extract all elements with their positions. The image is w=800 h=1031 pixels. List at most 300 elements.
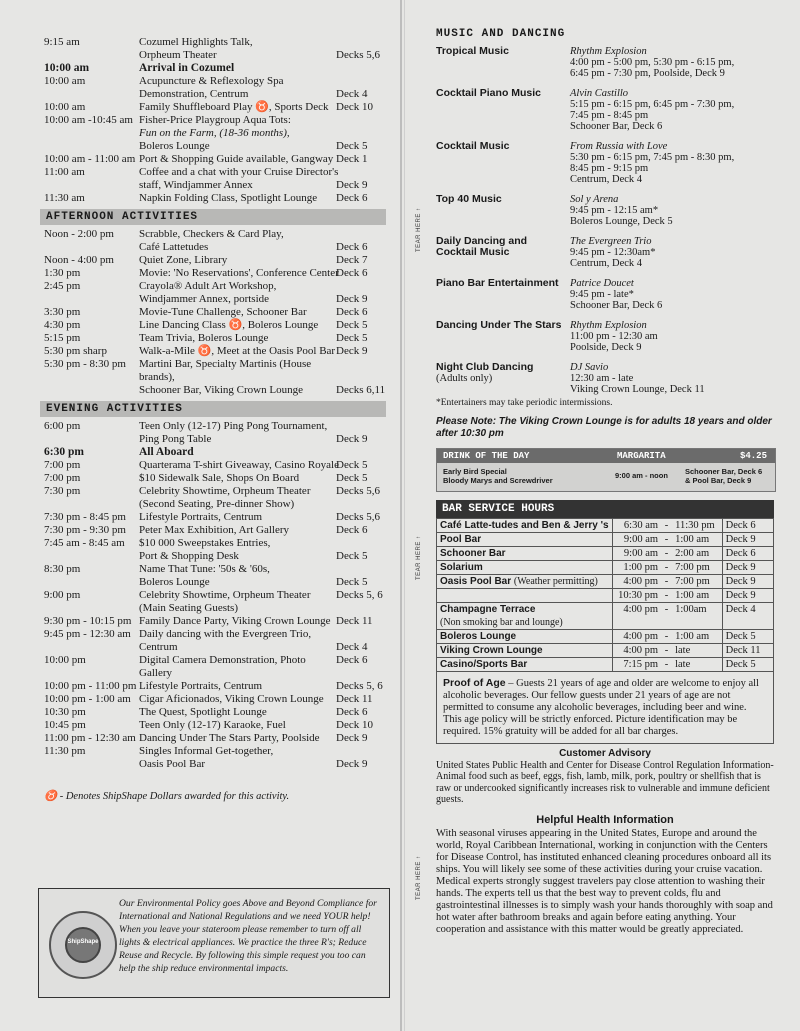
activity-event: Boleros Lounge	[139, 140, 210, 152]
bar-close-time: 7:00 pm	[672, 575, 722, 589]
activity-row	[44, 384, 394, 397]
bar-name	[437, 630, 613, 644]
activity-deck: Deck 6	[336, 192, 368, 204]
activity-time: Noon - 2:00 pm	[44, 228, 114, 240]
music-details	[570, 88, 774, 132]
activity-deck: Decks 5,6	[336, 485, 380, 497]
activity-time: 7:00 pm	[44, 472, 81, 484]
activity-deck: Deck 1	[336, 153, 368, 165]
activity-event: Demonstration, Centrum	[139, 88, 249, 100]
activity-time: 8:30 pm	[44, 563, 81, 575]
performance-time: 9:45 pm - 12:15 am*	[570, 205, 659, 216]
activity-time: 7:45 am - 8:45 am	[44, 537, 125, 549]
activity-row	[44, 306, 394, 319]
bar-name	[437, 533, 613, 547]
bar-close-time: 2:00 am	[672, 547, 722, 561]
proof-label: Proof of Age	[443, 677, 506, 689]
performer-name: Rhythm Explosion	[570, 46, 647, 57]
activity-row	[44, 433, 394, 446]
music-category	[436, 362, 566, 384]
activity-deck: Deck 6	[336, 706, 368, 718]
tear-here-label: TEAR HERE ↑	[416, 535, 422, 580]
music-row	[436, 236, 774, 269]
bar-name	[437, 547, 613, 561]
music-category-label: Daily Dancing and Cocktail Music	[436, 235, 528, 258]
performance-time: 7:45 pm - 8:45 pm	[570, 110, 649, 121]
activity-row	[44, 537, 394, 550]
bar-name-label: Pool Bar	[440, 534, 482, 545]
bar-note: (Weather permitting)	[513, 576, 598, 587]
activity-row	[44, 280, 394, 293]
activity-time: 10:00 am	[44, 75, 86, 87]
activity-time: 10:00 pm - 1:00 am	[44, 693, 131, 705]
activity-row	[44, 241, 394, 254]
tear-here-label: TEAR HERE ↑	[416, 855, 422, 900]
time-separator: -	[661, 644, 672, 658]
music-details	[570, 278, 774, 311]
activity-row	[44, 88, 394, 101]
activity-row	[44, 485, 394, 498]
bar-row	[437, 658, 774, 672]
health-title: Helpful Health Information	[536, 813, 674, 826]
activity-event: Lifestyle Portraits, Centrum	[139, 511, 263, 523]
drink-label: DRINK OF THE DAY	[443, 451, 530, 461]
activity-event: Family Shuffleboard Play ♉, Sports Deck	[139, 101, 329, 113]
music-category	[436, 141, 566, 152]
activity-time: 9:45 pm - 12:30 am	[44, 628, 131, 640]
activity-row	[44, 602, 394, 615]
performance-time: Centrum, Deck 4	[570, 174, 643, 185]
bar-name	[437, 589, 613, 603]
activity-row	[44, 628, 394, 641]
activity-time: 2:45 pm	[44, 280, 81, 292]
bar-name-label: Solarium	[440, 562, 483, 573]
activity-event: Port & Shopping Desk	[139, 550, 239, 562]
activity-event: (Main Seating Guests)	[139, 602, 238, 614]
activity-row	[44, 62, 394, 75]
time-separator: -	[661, 519, 672, 533]
activity-deck: Decks 6,11	[336, 384, 386, 396]
bar-deck: Deck 5	[722, 658, 773, 672]
activity-event: Cozumel Highlights Talk,	[139, 36, 253, 48]
time-separator: -	[661, 658, 672, 672]
bar-deck: Deck 6	[722, 547, 773, 561]
activity-deck: Deck 6	[336, 267, 368, 279]
activity-deck: Deck 9	[336, 732, 368, 744]
activity-row	[44, 153, 394, 166]
music-category	[436, 88, 566, 99]
bar-row	[437, 575, 774, 589]
shipshape-logo-icon	[49, 911, 117, 979]
activity-deck: Deck 6	[336, 524, 368, 536]
tear-here-label: TEAR HERE ↑	[416, 207, 422, 252]
bar-deck: Deck 9	[722, 589, 773, 603]
performance-time: 11:00 pm - 12:30 am	[570, 331, 658, 342]
advisory-text: United States Public Health and Center for Disease Control Regulation Information- Animal food such as beef, eggs, fish, lamb, milk, pork, poultry or shellfish that is raw or undercooked significantly increases risk to vulnerable and immune deficient guests.	[436, 759, 774, 805]
bar-name-label: Oasis Pool Bar	[440, 576, 512, 587]
bar-close-time: 1:00 am	[672, 533, 722, 547]
activity-row	[44, 293, 394, 306]
performance-time: Centrum, Deck 4	[570, 258, 643, 269]
time-separator: -	[661, 589, 672, 603]
drink-header	[437, 449, 775, 463]
activity-deck: Decks 5, 6	[336, 680, 383, 692]
music-row	[436, 320, 774, 353]
bar-close-time: late	[672, 644, 722, 658]
activity-row	[44, 576, 394, 589]
activity-deck: Deck 6	[336, 241, 368, 253]
music-category-label: Piano Bar Entertainment	[436, 277, 559, 289]
bar-deck: Deck 5	[722, 630, 773, 644]
activity-time: 6:00 pm	[44, 420, 81, 432]
activity-deck: Deck 6	[336, 654, 368, 666]
activity-event: Peter Max Exhibition, Art Gallery	[139, 524, 289, 536]
special-loc: Schooner Bar, Deck 6	[685, 467, 763, 476]
activity-time: 7:30 pm - 9:30 pm	[44, 524, 126, 536]
music-list	[436, 46, 774, 395]
activity-time: 6:30 pm	[44, 446, 84, 458]
bar-name-label: Boleros Lounge	[440, 631, 517, 642]
performer-name: The Evergreen Trio	[570, 236, 652, 247]
bar-deck: Deck 9	[722, 561, 773, 575]
time-separator: -	[661, 603, 672, 630]
activity-row	[44, 706, 394, 719]
bar-row	[437, 603, 774, 630]
performance-time: Schooner Bar, Deck 6	[570, 300, 663, 311]
bar-row	[437, 533, 774, 547]
bar-name	[437, 561, 613, 575]
activity-row	[44, 420, 394, 433]
activity-deck: Deck 10	[336, 719, 373, 731]
bar-open-time: 10:30 pm	[612, 589, 661, 603]
activity-time: 5:30 pm sharp	[44, 345, 107, 357]
activity-row	[44, 75, 394, 88]
activity-row	[44, 758, 394, 771]
activity-time: 10:00 am	[44, 62, 90, 74]
activity-row	[44, 332, 394, 345]
music-category	[436, 236, 566, 258]
activity-deck: Deck 11	[336, 615, 373, 627]
music-header: MUSIC AND DANCING	[436, 28, 566, 40]
bar-name-label: Champagne Terrace	[440, 604, 536, 615]
activity-row	[44, 589, 394, 602]
activity-event: Teen Only (12-17) Karaoke, Fuel	[139, 719, 286, 731]
activity-time: Noon - 4:00 pm	[44, 254, 114, 266]
activity-event: Name That Tune: '50s & '60s,	[139, 563, 270, 575]
music-category-sub: (Adults only)	[436, 373, 493, 384]
bar-hours-header: BAR SERVICE HOURS	[436, 500, 774, 518]
activity-time: 9:30 pm - 10:15 pm	[44, 615, 132, 627]
activity-event: Quarterama T-shirt Giveaway, Casino Royale	[139, 459, 339, 471]
bar-row	[437, 561, 774, 575]
performance-time: 4:00 pm - 5:00 pm, 5:30 pm - 6:15 pm,	[570, 57, 735, 68]
bar-deck: Deck 9	[722, 533, 773, 547]
activity-row	[44, 732, 394, 745]
activity-time: 10:00 am	[44, 101, 86, 113]
activity-time: 11:00 am	[44, 166, 85, 178]
activity-time: 7:30 pm - 8:45 pm	[44, 511, 126, 523]
activity-event: Daily dancing with the Evergreen Trio,	[139, 628, 312, 640]
evening-header: EVENING ACTIVITIES	[40, 401, 386, 417]
music-details	[570, 141, 774, 185]
activity-event: Team Trivia, Boleros Lounge	[139, 332, 269, 344]
health-text: With seasonal viruses appearing in the United States, Europe and around the world, Royal Caribbean International, working in conjunction with the Centers for Disease Control, has instituted enhanced cleaning procedures onboard all its ships. You will likely see some of these activities during your cruise vacation. Medical experts strongly suggest travelers pay close attention to washing their hands. The experts tell us that the best way to prevent colds, flu and gastrointestinal illnesses is to simply wash your hands thoroughly with soap and hot water after bathroom breaks and again before eating anything. Your cooperation and assistance with this matter would be greatly appreciated.	[436, 827, 773, 935]
activity-deck: Deck 10	[336, 101, 373, 113]
activity-row	[44, 127, 394, 140]
activity-event: Celebrity Showtime, Orpheum Theater	[139, 589, 311, 601]
activity-row	[44, 498, 394, 511]
special-loc2: & Pool Bar, Deck 9	[685, 476, 752, 485]
performance-time: 8:45 pm - 9:15 pm	[570, 163, 649, 174]
bar-close-time: 11:30 pm	[672, 519, 722, 533]
activity-event: Celebrity Showtime, Orpheum Theater	[139, 485, 311, 497]
activity-deck: Deck 5	[336, 550, 368, 562]
environment-box	[38, 888, 390, 998]
activity-event: Crayola® Adult Art Workshop,	[139, 280, 277, 292]
performance-time: 5:30 pm - 6:15 pm, 7:45 pm - 8:30 pm,	[570, 152, 735, 163]
activity-row	[44, 166, 394, 179]
activity-event: Dancing Under The Stars Party, Poolside	[139, 732, 320, 744]
performance-time: Viking Crown Lounge, Deck 11	[570, 384, 705, 395]
activity-deck: Deck 5	[336, 332, 368, 344]
activity-row	[44, 140, 394, 153]
bar-close-time: late	[672, 658, 722, 672]
performer-name: DJ Savio	[570, 362, 609, 373]
activity-deck: Deck 4	[336, 88, 368, 100]
activity-event: Oasis Pool Bar	[139, 758, 205, 770]
activity-event: Orpheum Theater	[139, 49, 217, 61]
activity-deck: Deck 9	[336, 179, 368, 191]
activity-event: Line Dancing Class ♉, Boleros Lounge	[139, 319, 319, 331]
activities-column	[44, 36, 394, 802]
music-details	[570, 194, 774, 227]
bar-deck: Deck 9	[722, 575, 773, 589]
early-bird-special	[437, 463, 775, 491]
activity-row	[44, 745, 394, 758]
music-details	[570, 362, 774, 395]
bar-row	[437, 630, 774, 644]
performance-time: 9:45 pm - 12:30am*	[570, 247, 656, 258]
activity-deck: Deck 5	[336, 472, 368, 484]
special-title: Early Bird Special	[443, 467, 507, 476]
activity-event: Teen Only (12-17) Ping Pong Tournament,	[139, 420, 328, 432]
activity-deck: Deck 5	[336, 140, 368, 152]
proof-text: – Guests 21 years of age and older are welcome to enjoy all alcoholic beverages. Our fellow guests under 21 years of age are not permitted to consume any alcoholic beverages, including beer and wine. This age policy will be strictly enforced. Picture identification may be required. 15% gratuity will be added for all bar charges.	[443, 678, 759, 737]
activity-time: 4:30 pm	[44, 319, 81, 331]
bar-row	[437, 547, 774, 561]
activity-row	[44, 319, 394, 332]
bar-deck: Deck 6	[722, 519, 773, 533]
music-category	[436, 194, 566, 205]
bar-name	[437, 575, 613, 589]
activity-deck: Deck 5	[336, 459, 368, 471]
activity-event: Singles Informal Get-together,	[139, 745, 274, 757]
activity-time: 10:00 pm - 11:00 pm	[44, 680, 137, 692]
activity-deck: Decks 5,6	[336, 49, 380, 61]
activity-event: The Quest, Spotlight Lounge	[139, 706, 267, 718]
activity-event: Walk-a-Mile ♉, Meet at the Oasis Pool Bar	[139, 345, 336, 357]
activity-event: Coffee and a chat with your Cruise Director's	[139, 166, 339, 178]
time-separator: -	[661, 547, 672, 561]
special-desc: Bloody Marys and Screwdriver	[443, 476, 553, 485]
age-note: Please Note: The Viking Crown Lounge is for adults 18 years and older after 10:30 pm	[436, 416, 772, 439]
bar-deck: Deck 4	[722, 603, 773, 630]
performer-name: Rhythm Explosion	[570, 320, 647, 331]
performance-time: 12:30 am - late	[570, 373, 634, 384]
performer-name: Alvin Castillo	[570, 88, 629, 99]
activity-event: All Aboard	[139, 446, 194, 458]
activity-event: Boleros Lounge	[139, 576, 210, 588]
customer-advisory	[436, 748, 774, 806]
logo-text: ShipShape	[67, 939, 99, 945]
activity-event: Acupuncture & Reflexology Spa	[139, 75, 284, 87]
bar-close-time: 1:00 am	[672, 630, 722, 644]
activity-deck: Deck 9	[336, 293, 368, 305]
entertainers-note: *Entertainers may take periodic intermissions.	[436, 398, 613, 408]
activity-row	[44, 101, 394, 114]
time-separator: -	[661, 575, 672, 589]
bar-open-time: 4:00 pm	[612, 603, 661, 630]
activity-row	[44, 719, 394, 732]
activity-event: Quiet Zone, Library	[139, 254, 228, 266]
bar-open-time: 1:00 pm	[612, 561, 661, 575]
activity-event: Digital Camera Demonstration, Photo Gallery	[139, 654, 306, 679]
activity-deck: Deck 9	[336, 758, 368, 770]
activity-event: Scrabble, Checkers & Card Play,	[139, 228, 284, 240]
performer-name: Sol y Arena	[570, 194, 619, 205]
bar-close-time: 1:00 am	[672, 589, 722, 603]
activity-row	[44, 472, 394, 485]
activity-event: Movie-Tune Challenge, Schooner Bar	[139, 306, 307, 318]
activity-event: Schooner Bar, Viking Crown Lounge	[139, 384, 303, 396]
activity-row	[44, 228, 394, 241]
health-info	[436, 814, 774, 936]
bar-deck: Deck 11	[722, 644, 773, 658]
activity-time: 11:30 am	[44, 192, 85, 204]
performance-time: 6:45 pm - 7:30 pm, Poolside, Deck 9	[570, 68, 725, 79]
evening-activities	[44, 420, 394, 771]
activity-time: 9:00 pm	[44, 589, 81, 601]
environment-text: Our Environmental Policy goes Above and Beyond Compliance for International and National Regulations and we need YOUR help! When you leave your stateroom please remember to turn off all lights & electrical appliances. We practice the three R's; Reduce Reuse and Recycle. By following this simple request you too can help the ship reduce environmental impacts.	[119, 898, 377, 974]
shipshape-note: ♉ - Denotes ShipShape Dollars awarded for this activity.	[44, 791, 290, 802]
info-column	[436, 28, 774, 936]
activity-time: 11:00 pm - 12:30 am	[44, 732, 136, 744]
activity-row	[44, 446, 394, 459]
music-category-label: Night Club Dancing	[436, 361, 534, 373]
performance-time: Boleros Lounge, Deck 5	[570, 216, 673, 227]
bar-row	[437, 644, 774, 658]
activity-time: 5:30 pm - 8:30 pm	[44, 358, 126, 370]
activity-time: 10:00 am -10:45 am	[44, 114, 133, 126]
activity-event: Café Lattetudes	[139, 241, 209, 253]
performer-name: Patrice Doucet	[570, 278, 634, 289]
music-row	[436, 278, 774, 311]
activity-event: Centrum	[139, 641, 178, 653]
activity-deck: Deck 7	[336, 254, 368, 266]
bar-name	[437, 658, 613, 672]
music-category-label: Top 40 Music	[436, 193, 502, 205]
afternoon-activities	[44, 228, 394, 397]
music-row	[436, 46, 774, 79]
activity-row	[44, 524, 394, 537]
activity-event: Windjammer Annex, portside	[139, 293, 270, 305]
bar-name	[437, 519, 613, 533]
activity-row	[44, 680, 394, 693]
music-category	[436, 46, 566, 57]
activity-event: Arrival in Cozumel	[139, 62, 235, 74]
activity-event: $10 000 Sweepstakes Entries,	[139, 537, 271, 549]
time-separator: -	[661, 533, 672, 547]
activity-deck: Deck 5	[336, 576, 368, 588]
activity-row	[44, 267, 394, 280]
activity-time: 10:30 pm	[44, 706, 86, 718]
activity-event: Martini Bar, Specialty Martinis (House brands),	[139, 358, 312, 383]
activity-deck: Deck 11	[336, 693, 373, 705]
music-details	[570, 236, 774, 269]
activity-row	[44, 49, 394, 62]
bar-note: (Non smoking bar and lounge)	[440, 617, 563, 628]
activity-event: Family Dance Party, Viking Crown Lounge	[139, 615, 331, 627]
drink-name: MARGARITA	[617, 451, 666, 461]
activity-deck: Deck 4	[336, 641, 368, 653]
bar-close-time: 1:00am	[672, 603, 722, 630]
bar-open-time: 7:15 pm	[612, 658, 661, 672]
music-details	[570, 46, 774, 79]
activity-row	[44, 563, 394, 576]
fold-line	[400, 0, 402, 1031]
music-row	[436, 88, 774, 132]
bar-close-time: 7:00 pm	[672, 561, 722, 575]
special-time: 9:00 am - noon	[615, 471, 668, 480]
bar-name	[437, 644, 613, 658]
activity-time: 3:30 pm	[44, 306, 81, 318]
activity-row	[44, 615, 394, 628]
music-details	[570, 320, 774, 353]
activity-event: Fisher-Price Playgroup Aqua Tots:	[139, 114, 291, 126]
bar-name-label: Viking Crown Lounge	[440, 645, 543, 656]
activity-time: 7:30 pm	[44, 485, 81, 497]
bar-hours-table	[436, 518, 774, 672]
performance-time: Poolside, Deck 9	[570, 342, 642, 353]
performance-time: Schooner Bar, Deck 6	[570, 121, 663, 132]
activity-deck: Deck 6	[336, 306, 368, 318]
activity-event: Port & Shopping Guide available, Gangway	[139, 153, 334, 165]
activity-time: 10:00 am - 11:00 am	[44, 153, 136, 165]
activity-event: $10 Sidewalk Sale, Shops On Board	[139, 472, 300, 484]
music-category	[436, 278, 566, 289]
activity-deck: Decks 5,6	[336, 511, 380, 523]
advisory-title: Customer Advisory	[559, 748, 651, 759]
bar-name-label: Schooner Bar	[440, 548, 506, 559]
activity-event: Ping Pong Table	[139, 433, 212, 445]
music-row	[436, 141, 774, 185]
activity-time: 5:15 pm	[44, 332, 81, 344]
activity-event: Napkin Folding Class, Spotlight Lounge	[139, 192, 318, 204]
bar-open-time: 4:00 pm	[612, 630, 661, 644]
bar-open-time: 9:00 am	[612, 547, 661, 561]
activity-time: 1:30 pm	[44, 267, 81, 279]
time-separator: -	[661, 561, 672, 575]
music-category-label: Dancing Under The Stars	[436, 319, 562, 331]
activity-event: Cigar Aficionados, Viking Crown Lounge	[139, 693, 324, 705]
activity-event: Lifestyle Portraits, Centrum	[139, 680, 263, 692]
logo-center	[65, 927, 101, 963]
activity-event: staff, Windjammer Annex	[139, 179, 253, 191]
bar-name-label: Café Latte-tudes and Ben & Jerry 's	[440, 520, 609, 531]
activity-time: 11:30 pm	[44, 745, 86, 757]
bar-row	[437, 589, 774, 603]
activity-time: 10:00 pm	[44, 654, 86, 666]
